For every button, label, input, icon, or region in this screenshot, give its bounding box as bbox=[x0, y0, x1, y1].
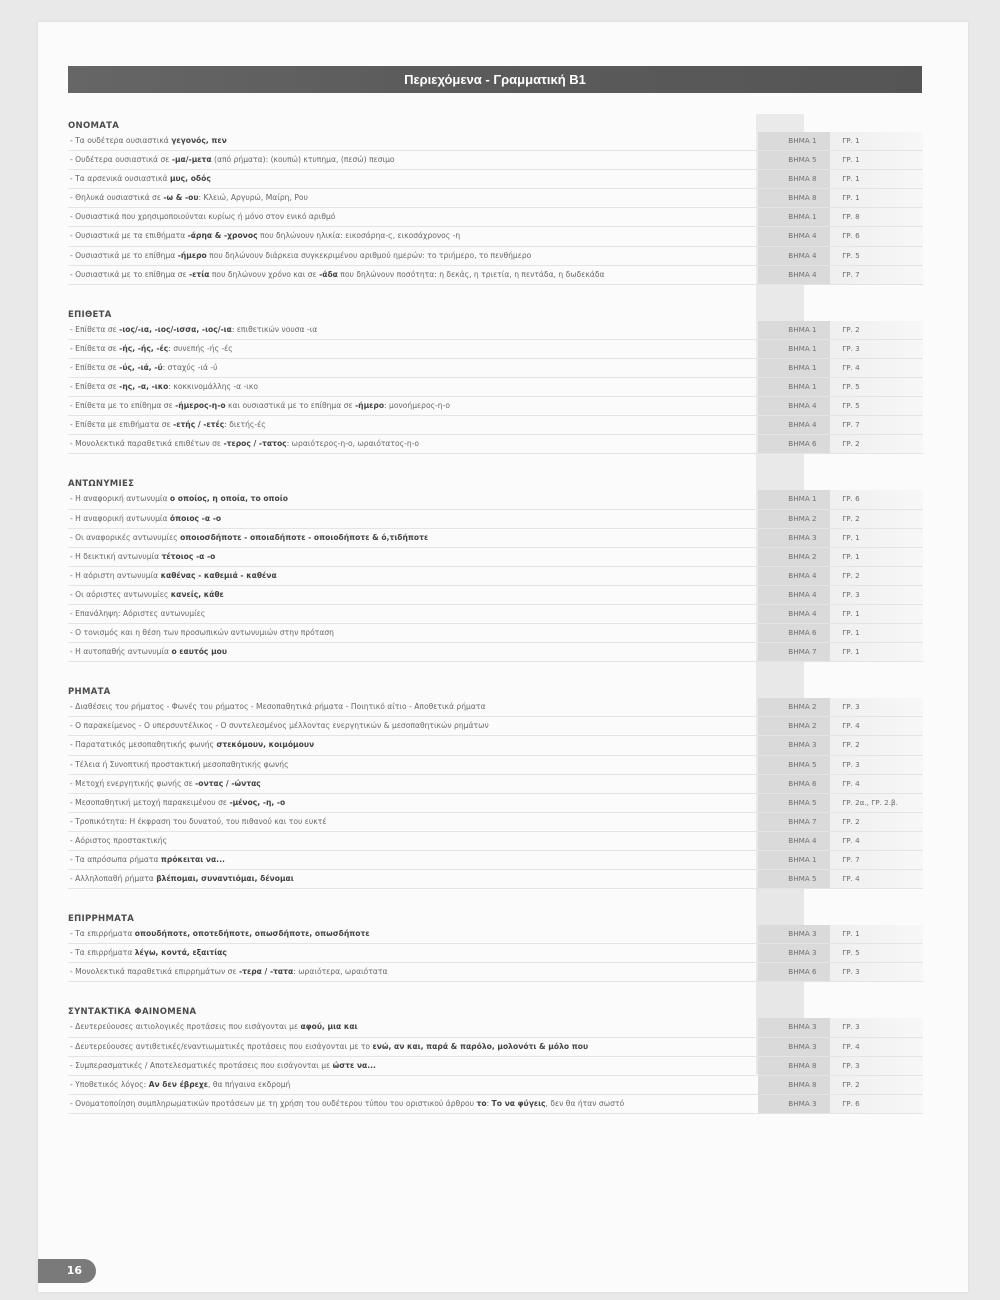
row-description-bold: -ύς, -ιά, -ύ bbox=[119, 362, 163, 372]
contents-row bbox=[68, 151, 923, 170]
row-vima: ΒΗΜΑ 4 bbox=[758, 227, 830, 245]
row-description-text: - Ονοματοποίηση συμπληρωματικών προτάσεων με τη χρήση του ουδέτερου τύπου του οριστικού άρθρου bbox=[70, 1098, 477, 1108]
row-vima: ΒΗΜΑ 2 bbox=[758, 717, 830, 735]
row-description-bold: ο εαυτός μου bbox=[171, 647, 228, 657]
contents-row bbox=[68, 963, 923, 982]
row-gr: ΓΡ. 5 bbox=[830, 397, 923, 415]
row-description bbox=[68, 717, 758, 735]
section-title: ΟΝΟΜΑΤΑ bbox=[68, 121, 120, 131]
row-description-text: - Διαθέσεις του ρήματος - Φωνές του ρήματος - Μεσοπαθητικά ρήματα - Ποιητικό αίτιο - Αποθετικά ρήματα bbox=[70, 702, 486, 712]
row-gr: ΓΡ. 5 bbox=[830, 247, 923, 265]
row-description bbox=[68, 510, 758, 528]
row-description bbox=[68, 605, 758, 623]
row-description-text: - Ουσιαστικά με το επίθημα σε bbox=[70, 269, 190, 279]
row-description-text: - Τα ουδέτερα ουσιαστικά bbox=[70, 136, 172, 145]
row-description bbox=[68, 1018, 758, 1036]
row-description bbox=[68, 813, 758, 831]
row-vima: ΒΗΜΑ 4 bbox=[758, 832, 830, 850]
row-description-text: : διετής-ές bbox=[224, 420, 266, 430]
row-gr: ΓΡ. 1 bbox=[830, 151, 923, 169]
row-description-bold: -τερα / -τατα bbox=[239, 967, 294, 977]
contents-row bbox=[68, 548, 923, 567]
row-description bbox=[68, 359, 758, 377]
row-vima: ΒΗΜΑ 1 bbox=[758, 851, 830, 869]
row-description-text: - Ουσιαστικά με τα επιθήματα bbox=[70, 231, 188, 241]
row-vima: ΒΗΜΑ 5 bbox=[758, 756, 830, 774]
row-description-bold: -ης, -α, -ικο bbox=[119, 382, 169, 392]
row-description-text: : επιθετικών νουσα -ια bbox=[231, 324, 318, 334]
row-vima: ΒΗΜΑ 5 bbox=[758, 151, 830, 169]
row-description bbox=[68, 567, 758, 585]
row-gr: ΓΡ. 1 bbox=[830, 548, 923, 566]
row-description-bold: -ιος/-ια, -ιος/-ισσα, -ιος/-ια bbox=[119, 324, 232, 334]
row-gr: ΓΡ. 3 bbox=[830, 698, 923, 716]
row-description-text: - Επίθετα με το επίθημα σε bbox=[70, 401, 176, 411]
row-gr: ΓΡ. 4 bbox=[830, 359, 923, 377]
contents-row bbox=[68, 944, 923, 963]
contents-row bbox=[68, 643, 923, 662]
row-description bbox=[68, 416, 758, 434]
row-vima: ΒΗΜΑ 1 bbox=[758, 208, 830, 226]
contents-row bbox=[68, 170, 923, 189]
row-vima: ΒΗΜΑ 4 bbox=[758, 416, 830, 434]
row-description-text: - Τροπικότητα: Η έκφραση του δυνατού, του πιθανού και του ευκτέ bbox=[70, 816, 327, 826]
row-description-bold: -μένος, -η, -ο bbox=[229, 797, 286, 807]
row-description bbox=[68, 208, 758, 226]
section bbox=[68, 114, 923, 285]
section-gap bbox=[68, 662, 923, 680]
row-vima: ΒΗΜΑ 6 bbox=[758, 775, 830, 793]
row-description bbox=[68, 548, 758, 566]
row-description-bold: -ήμερος-η-ο bbox=[175, 401, 226, 411]
row-description-text: - Δευτερεύουσες αιτιολογικές προτάσεις που εισάγονται με bbox=[70, 1022, 301, 1032]
page-title: Περιεχόμενα - Γραμματική Β1 bbox=[68, 66, 922, 93]
row-description-bold: βλέπομαι, συναντιόμαι, δένομαι bbox=[156, 874, 294, 884]
section-title: ΑΝΤΩΝΥΜΙΕΣ bbox=[68, 479, 135, 490]
section bbox=[68, 303, 923, 455]
row-description-text: - Ουσιαστικά που χρησιμοποιούνται κυρίως ή μόνο στον ενικό αριθμό bbox=[70, 212, 336, 222]
row-gr: ΓΡ. 2α., ΓΡ. 2.β. bbox=[830, 794, 923, 812]
row-description-bold: -ω & -ου bbox=[163, 193, 199, 203]
row-description bbox=[68, 340, 758, 358]
row-gr: ΓΡ. 4 bbox=[830, 870, 923, 888]
row-gr: ΓΡ. 5 bbox=[830, 378, 923, 396]
row-description-text: - Μετοχή ενεργητικής φωνής σε bbox=[70, 778, 196, 788]
contents-row bbox=[68, 1038, 923, 1057]
row-description-bold: -τερος / -τατος bbox=[223, 439, 287, 449]
row-description-bold: οπουδήποτε, οποτεδήποτε, οπωσδήποτε, οπωσδήποτε bbox=[134, 929, 370, 939]
contents-row bbox=[68, 321, 923, 340]
row-description bbox=[68, 378, 758, 396]
contents-row bbox=[68, 1095, 923, 1114]
row-gr: ΓΡ. 1 bbox=[830, 624, 923, 642]
row-description bbox=[68, 775, 758, 793]
row-description-text: - Υποθετικός λόγος: bbox=[70, 1079, 149, 1089]
row-vima: ΒΗΜΑ 6 bbox=[758, 963, 830, 981]
row-description-text: - Δευτερεύουσες αντιθετικές/εναντιωματικές προτάσεις που εισάγονται με το bbox=[70, 1041, 373, 1051]
contents-row bbox=[68, 359, 923, 378]
row-description-text: : μονοήμερος-η-ο bbox=[384, 401, 450, 411]
row-gr: ΓΡ. 1 bbox=[830, 132, 923, 150]
contents-row bbox=[68, 832, 923, 851]
contents-row bbox=[68, 416, 923, 435]
row-vima: ΒΗΜΑ 3 bbox=[758, 529, 830, 547]
row-gr: ΓΡ. 1 bbox=[830, 529, 923, 547]
row-description bbox=[68, 1076, 758, 1094]
contents-row bbox=[68, 736, 923, 755]
row-description-text: - Οι αόριστες αντωνυμίες bbox=[70, 589, 171, 599]
row-vima: ΒΗΜΑ 4 bbox=[758, 266, 830, 284]
row-description-bold: -οντας / -ώντας bbox=[195, 778, 261, 788]
row-gr: ΓΡ. 3 bbox=[830, 1018, 923, 1036]
contents-row bbox=[68, 586, 923, 605]
row-description-text: - Η δεικτική αντωνυμία bbox=[70, 551, 162, 561]
row-gr: ΓΡ. 2 bbox=[830, 321, 923, 339]
row-description-text: : σταχύς -ιά -ύ bbox=[162, 362, 218, 372]
row-vima: ΒΗΜΑ 3 bbox=[758, 925, 830, 943]
row-vima: ΒΗΜΑ 3 bbox=[758, 944, 830, 962]
row-description bbox=[68, 247, 758, 265]
row-description bbox=[68, 870, 758, 888]
row-vima: ΒΗΜΑ 8 bbox=[758, 189, 830, 207]
row-description-text: - Επίθετα σε bbox=[70, 362, 120, 372]
row-description-bold: ο οποίος, η οποία, το οποίο bbox=[169, 494, 288, 504]
contents-row bbox=[68, 529, 923, 548]
row-description bbox=[68, 832, 758, 850]
row-description bbox=[68, 851, 758, 869]
row-description-text: - Η αυτοπαθής αντωνυμία bbox=[70, 647, 172, 657]
section-gap bbox=[68, 982, 923, 1000]
row-description-text: - Μονολεκτικά παραθετικά επιθέτων σε bbox=[70, 439, 224, 449]
row-description bbox=[68, 794, 758, 812]
contents-row bbox=[68, 1057, 923, 1076]
contents-row bbox=[68, 208, 923, 227]
contents-row bbox=[68, 624, 923, 643]
contents-row bbox=[68, 775, 923, 794]
row-description-text: : ωραιότερα, ωραιότατα bbox=[293, 967, 388, 977]
row-vima: ΒΗΜΑ 8 bbox=[758, 1057, 830, 1075]
row-vima: ΒΗΜΑ 4 bbox=[758, 397, 830, 415]
row-description-text: - Τέλεια ή Συνοπτική προστακτική μεσοπαθητικής φωνής bbox=[70, 759, 289, 769]
row-vima: ΒΗΜΑ 6 bbox=[758, 624, 830, 642]
row-description-bold: -ής, -ής, -ές bbox=[119, 343, 169, 353]
contents-row bbox=[68, 189, 923, 208]
row-description-text: - Τα αρσενικά ουσιαστικά bbox=[70, 174, 170, 184]
row-description-text: - Ο παρακείμενος - Ο υπερσυντέλικος - Ο συντελεσμένος μέλλοντας ενεργητικών & μεσοπαθητικών ρημάτων bbox=[70, 721, 489, 731]
row-vima: ΒΗΜΑ 4 bbox=[758, 586, 830, 604]
row-gr: ΓΡ. 3 bbox=[830, 756, 923, 774]
row-gr: ΓΡ. 3 bbox=[830, 963, 923, 981]
row-gr: ΓΡ. 2 bbox=[830, 813, 923, 831]
row-description-text: - Ουσιαστικά με το επίθημα bbox=[70, 250, 178, 260]
row-vima: ΒΗΜΑ 7 bbox=[758, 643, 830, 661]
row-vima: ΒΗΜΑ 5 bbox=[758, 870, 830, 888]
row-description-bold: -ετής / -ετές bbox=[173, 420, 225, 430]
row-description-text: - Αόριστος προστακτικής bbox=[70, 835, 168, 845]
row-description bbox=[68, 643, 758, 661]
section-title: ΕΠΙΘΕΤΑ bbox=[68, 309, 112, 320]
row-description-bold: -ήμερο bbox=[177, 250, 207, 260]
contents-row bbox=[68, 851, 923, 870]
row-gr: ΓΡ. 3 bbox=[830, 1057, 923, 1075]
row-description-text: - Ουδέτερα ουσιαστικά σε bbox=[70, 155, 172, 165]
contents-row bbox=[68, 435, 923, 454]
contents-row bbox=[68, 698, 923, 717]
row-description bbox=[68, 189, 758, 207]
row-description-bold: στεκόμουν, κοιμόμουν bbox=[216, 740, 315, 750]
row-description bbox=[68, 529, 758, 547]
contents-row bbox=[68, 717, 923, 736]
contents-row bbox=[68, 567, 923, 586]
row-gr: ΓΡ. 2 bbox=[830, 567, 923, 585]
row-description bbox=[68, 227, 758, 245]
row-description-bold: το bbox=[476, 1098, 487, 1108]
row-description-bold: κανείς, κάθε bbox=[170, 589, 224, 599]
row-gr: ΓΡ. 5 bbox=[830, 944, 923, 962]
row-gr: ΓΡ. 7 bbox=[830, 851, 923, 869]
contents-row bbox=[68, 870, 923, 889]
row-description bbox=[68, 397, 758, 415]
section bbox=[68, 472, 923, 662]
row-vima: ΒΗΜΑ 1 bbox=[758, 490, 830, 508]
row-description bbox=[68, 490, 758, 508]
row-description-text: που δηλώνουν διάρκεια συγκεκριμένου αριθμού ημερών: το τριήμερο, το πενθήμερο bbox=[206, 250, 532, 260]
document-page bbox=[38, 22, 968, 1292]
contents-row bbox=[68, 756, 923, 775]
row-vima: ΒΗΜΑ 1 bbox=[758, 132, 830, 150]
contents-row bbox=[68, 794, 923, 813]
row-description bbox=[68, 435, 758, 453]
section bbox=[68, 1000, 923, 1113]
row-vima: ΒΗΜΑ 7 bbox=[758, 813, 830, 831]
row-description-bold: όποιος -α -ο bbox=[169, 513, 222, 523]
row-description bbox=[68, 624, 758, 642]
row-description bbox=[68, 132, 758, 150]
row-gr: ΓΡ. 1 bbox=[830, 925, 923, 943]
contents-row bbox=[68, 1076, 923, 1095]
row-description-text: - Η αναφορική αντωνυμία bbox=[70, 513, 170, 523]
row-vima: ΒΗΜΑ 2 bbox=[758, 510, 830, 528]
row-description bbox=[68, 266, 758, 284]
row-vima: ΒΗΜΑ 8 bbox=[758, 170, 830, 188]
row-description-bold: γεγονός, πεν bbox=[171, 136, 227, 145]
row-description bbox=[68, 736, 758, 754]
row-gr: ΓΡ. 2 bbox=[830, 510, 923, 528]
row-gr: ΓΡ. 6 bbox=[830, 1095, 923, 1113]
section-title: ΡΗΜΑΤΑ bbox=[68, 687, 111, 698]
row-vima: ΒΗΜΑ 1 bbox=[758, 359, 830, 377]
row-gr: ΓΡ. 3 bbox=[830, 586, 923, 604]
row-description-text: - Μονολεκτικά παραθετικά επιρρημάτων σε bbox=[70, 967, 239, 977]
row-gr: ΓΡ. 2 bbox=[830, 736, 923, 754]
row-description bbox=[68, 586, 758, 604]
row-description-text: , θα πήγαινα εκδρομή bbox=[208, 1079, 291, 1089]
contents-row bbox=[68, 605, 923, 624]
row-gr: ΓΡ. 3 bbox=[830, 340, 923, 358]
row-description-text: - Επίθετα με επιθήματα σε bbox=[70, 420, 174, 430]
row-description bbox=[68, 698, 758, 716]
row-description-text: (από ρήματα): (κουπώ) κτυπημα, (πεσώ) πεσιμο bbox=[211, 155, 395, 165]
row-vima: ΒΗΜΑ 1 bbox=[758, 340, 830, 358]
row-vima: ΒΗΜΑ 3 bbox=[758, 736, 830, 754]
row-description bbox=[68, 925, 758, 943]
row-vima: ΒΗΜΑ 4 bbox=[758, 567, 830, 585]
contents-row bbox=[68, 490, 923, 509]
row-gr: ΓΡ. 4 bbox=[830, 775, 923, 793]
row-gr: ΓΡ. 6 bbox=[830, 490, 923, 508]
row-description-bold: καθένας - καθεμιά - καθένα bbox=[160, 570, 277, 580]
row-gr: ΓΡ. 1 bbox=[830, 189, 923, 207]
row-description-text: : bbox=[486, 1098, 492, 1108]
row-vima: ΒΗΜΑ 4 bbox=[758, 247, 830, 265]
row-description-text: - Οι αναφορικές αντωνυμίες bbox=[70, 532, 181, 542]
row-description bbox=[68, 963, 758, 981]
row-vima: ΒΗΜΑ 8 bbox=[758, 1076, 830, 1094]
row-gr: ΓΡ. 6 bbox=[830, 227, 923, 245]
row-gr: ΓΡ. 4 bbox=[830, 1038, 923, 1056]
row-gr: ΓΡ. 1 bbox=[830, 643, 923, 661]
row-description bbox=[68, 151, 758, 169]
row-description-bold: -άρηα & -χρονος bbox=[187, 231, 258, 241]
row-description-bold: -άδα bbox=[319, 269, 338, 279]
row-gr: ΓΡ. 7 bbox=[830, 416, 923, 434]
row-description-text: : συνεπής -ής -ές bbox=[168, 343, 233, 353]
contents-row bbox=[68, 266, 923, 285]
row-description bbox=[68, 1057, 758, 1075]
row-vima: ΒΗΜΑ 3 bbox=[758, 1038, 830, 1056]
row-description-text: : ωραιότερος-η-ο, ωραιότατος-η-ο bbox=[286, 439, 420, 449]
section-gap bbox=[68, 889, 923, 907]
row-description-text: , δεν θα ήταν σωστό bbox=[545, 1098, 625, 1108]
row-description-text: - Επίθετα σε bbox=[70, 343, 120, 353]
row-description-bold: τέτοιος -α -ο bbox=[161, 551, 216, 561]
row-gr: ΓΡ. 4 bbox=[830, 832, 923, 850]
row-description-bold: μυς, οδός bbox=[169, 174, 211, 184]
row-description bbox=[68, 321, 758, 339]
row-gr: ΓΡ. 7 bbox=[830, 266, 923, 284]
row-vima: ΒΗΜΑ 2 bbox=[758, 698, 830, 716]
contents-row bbox=[68, 397, 923, 416]
row-gr: ΓΡ. 1 bbox=[830, 605, 923, 623]
row-description-text: που δηλώνουν ποσότητα: η δεκάς, η τριετία, η πεντάδα, η δωδεκάδα bbox=[337, 269, 605, 279]
row-description-bold: ώστε να... bbox=[332, 1060, 376, 1070]
row-gr: ΓΡ. 4 bbox=[830, 717, 923, 735]
row-description-text: - Ο τονισμός και η θέση των προσωπικών αντωνυμιών στην πρόταση bbox=[70, 628, 334, 638]
row-vima: ΒΗΜΑ 3 bbox=[758, 1018, 830, 1036]
row-description-text: - Επανάληψη: Αόριστες αντωνυμίες bbox=[70, 608, 206, 618]
row-description-bold: οποιοσδήποτε - οποιαδήποτε - οποιοδήποτε & ό,τιδήποτε bbox=[180, 532, 429, 542]
row-vima: ΒΗΜΑ 6 bbox=[758, 435, 830, 453]
row-description-bold: ενώ, αν και, παρά & παρόλο, μολονότι & μόλο που bbox=[372, 1041, 589, 1051]
contents-row bbox=[68, 227, 923, 246]
row-description-text: - Τα απρόσωπα ρήματα bbox=[70, 855, 161, 864]
row-description-bold: αφού, μια και bbox=[300, 1022, 358, 1032]
row-gr: ΓΡ. 8 bbox=[830, 208, 923, 226]
row-description-bold: -μα/-μετα bbox=[171, 155, 212, 165]
row-description-text: - Συμπερασματικές / Αποτελεσματικές προτάσεις που εισάγονται με bbox=[70, 1060, 333, 1070]
row-vima: ΒΗΜΑ 3 bbox=[758, 1095, 830, 1113]
row-description-text: που δηλώνουν χρόνο και σε bbox=[209, 269, 320, 279]
contents-row bbox=[68, 247, 923, 266]
row-description-text: και ουσιαστικά με το επίθημα σε bbox=[225, 401, 356, 411]
row-description-text: - Επίθετα σε bbox=[70, 324, 120, 334]
contents-row bbox=[68, 132, 923, 151]
contents-row bbox=[68, 340, 923, 359]
section-title: ΣΥΝΤΑΚΤΙΚΑ ΦΑΙΝΟΜΕΝΑ bbox=[68, 1007, 197, 1018]
row-description bbox=[68, 944, 758, 962]
row-description bbox=[68, 1038, 758, 1056]
row-description-bold: πρόκειται να... bbox=[160, 855, 225, 864]
row-description bbox=[68, 1095, 758, 1113]
row-description-text: : κοκκινομάλλης -α -ικο bbox=[168, 382, 258, 392]
row-description-bold: -ετία bbox=[189, 269, 210, 279]
row-description-bold: λέγω, κοντά, εξαιτίας bbox=[134, 948, 227, 958]
section-gap bbox=[68, 285, 923, 303]
contents-row bbox=[68, 378, 923, 397]
row-vima: ΒΗΜΑ 5 bbox=[758, 794, 830, 812]
section bbox=[68, 907, 923, 982]
row-vima: ΒΗΜΑ 4 bbox=[758, 605, 830, 623]
row-description-bold: Αν δεν έβρεχε bbox=[148, 1079, 209, 1089]
contents-row bbox=[68, 1018, 923, 1037]
row-gr: ΓΡ. 1 bbox=[830, 170, 923, 188]
row-description-text: : Κλειώ, Αργυρώ, Μαίρη, Ρου bbox=[198, 193, 308, 203]
section bbox=[68, 680, 923, 889]
section-title: ΕΠΙΡΡΗΜΑΤΑ bbox=[68, 914, 135, 925]
contents-row bbox=[68, 510, 923, 529]
contents-table bbox=[68, 114, 923, 1114]
row-description-text: - Τα επιρρήματα bbox=[70, 929, 135, 939]
row-description-bold: Το να φύγεις bbox=[491, 1098, 546, 1108]
contents-row bbox=[68, 813, 923, 832]
row-description-text: - Μεσοπαθητική μετοχή παρακειμένου σε bbox=[70, 797, 230, 807]
row-gr: ΓΡ. 2 bbox=[830, 435, 923, 453]
row-description-text: - Η αόριστη αντωνυμία bbox=[70, 570, 161, 580]
row-description bbox=[68, 756, 758, 774]
row-description-text: - Επίθετα σε bbox=[70, 382, 120, 392]
row-vima: ΒΗΜΑ 1 bbox=[758, 321, 830, 339]
page-number: 16 bbox=[38, 1259, 96, 1283]
row-description-bold: -ήμερο bbox=[355, 401, 385, 411]
contents-row bbox=[68, 925, 923, 944]
row-description-text: - Παρατατικός μεσοπαθητικής φωνής bbox=[70, 740, 217, 750]
row-description-text: - Θηλυκά ουσιαστικά σε bbox=[70, 193, 164, 203]
row-description-text: που δηλώνουν ηλικία: εικοσάρηα-ς, εικοσάχρονος -η bbox=[257, 231, 461, 241]
row-description-text: - Η αναφορική αντωνυμία bbox=[70, 494, 170, 504]
row-description bbox=[68, 170, 758, 188]
row-gr: ΓΡ. 2 bbox=[830, 1076, 923, 1094]
row-description-text: - Αλληλοπαθή ρήματα bbox=[70, 874, 157, 884]
row-vima: ΒΗΜΑ 2 bbox=[758, 548, 830, 566]
section-gap bbox=[68, 454, 923, 472]
row-vima: ΒΗΜΑ 1 bbox=[758, 378, 830, 396]
row-description-text: - Τα επιρρήματα bbox=[70, 948, 135, 958]
